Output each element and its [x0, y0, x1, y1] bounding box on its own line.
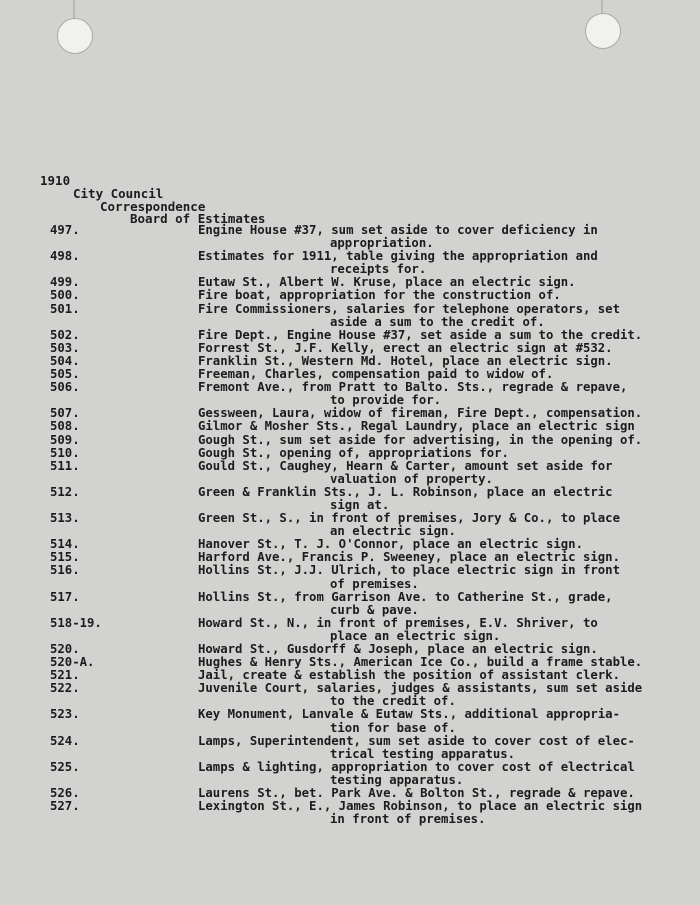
entry-row	[0, 800, 700, 826]
entry-text	[198, 460, 692, 486]
entry-text-line: Key Monument, Lanvale & Eutaw Sts., additional appropria-	[198, 707, 620, 722]
entry-number: 527.	[50, 799, 80, 814]
entry-number: 506.	[50, 380, 80, 395]
entry-text-continuation: to provide for.	[330, 393, 442, 408]
entry-row	[0, 708, 700, 734]
entry-text	[198, 420, 692, 433]
entry-row	[0, 735, 700, 761]
entry-text-continuation: valuation of property.	[330, 471, 493, 486]
entry-row	[0, 329, 700, 342]
entry-text-line: Lamps & lighting, appropriation to cover cost of electrical	[198, 759, 635, 774]
entry-text-continuation: receipts for.	[330, 262, 427, 277]
entry-number: 500.	[50, 288, 80, 303]
header-city-council: City Council	[73, 186, 164, 201]
entry-row	[0, 617, 700, 643]
entry-text-line: Harford Ave., Francis P. Sweeney, place an electric sign.	[198, 550, 620, 565]
entry-row	[0, 512, 700, 538]
entry-text	[198, 591, 692, 617]
entry-number: 520.	[50, 642, 80, 656]
entry-text-line: Fremont Ave., from Pratt to Balto. Sts., regrade & repave,	[198, 380, 628, 395]
entry-text-line: Jail, create & establish the position of assistant clerk.	[198, 668, 620, 683]
entry-text	[198, 564, 692, 590]
entry-text-continuation: testing apparatus.	[330, 772, 464, 787]
entry-text-line: Hollins St., from Garrison Ave. to Catherine St., grade,	[198, 589, 613, 604]
entry-text-continuation: sign at.	[330, 497, 390, 512]
entry-text-continuation: appropriation.	[330, 236, 434, 251]
entry-row	[0, 250, 700, 276]
entry-text	[198, 303, 692, 329]
entry-text-line: Howard St., N., in front of premises, E.V. Shriver, to	[198, 615, 598, 630]
entry-text-line: Fire boat, appropriation for the construction of.	[198, 288, 561, 303]
entry-text-line: Juvenile Court, salaries, judges & assistants, sum set aside	[198, 681, 643, 696]
entry-text	[198, 800, 692, 826]
entry-number: 504.	[50, 353, 80, 368]
entry-text-line: Lexington St., E., James Robinson, to place an electric sign	[198, 799, 643, 814]
entry-text-line: Freeman, Charles, compensation paid to widow of.	[198, 367, 554, 382]
entry-text-line: Laurens St., bet. Park Ave. & Bolton St., regrade & repave.	[198, 786, 635, 801]
entry-text	[198, 617, 692, 643]
entry-row	[0, 486, 700, 512]
entry-text-line: Howard St., Gusdorff & Joseph, place an electric sign.	[198, 642, 598, 656]
entry-number: 521.	[50, 668, 80, 683]
entry-text-line: Gould St., Caughey, Hearn & Carter, amount set aside for	[198, 458, 613, 473]
entry-row	[0, 342, 700, 355]
entry-number: 499.	[50, 275, 80, 290]
entry-number: 511.	[50, 458, 80, 473]
entry-text-continuation: an electric sign.	[330, 524, 456, 539]
entry-text-line: Eutaw St., Albert W. Kruse, place an electric sign.	[198, 275, 576, 290]
entry-number: 497.	[50, 223, 80, 237]
entry-number: 516.	[50, 563, 80, 578]
entry-number: 509.	[50, 432, 80, 447]
entry-text-continuation: to the credit of.	[330, 694, 456, 709]
entry-text-continuation: aside a sum to the credit of.	[330, 314, 545, 329]
entry-number: 510.	[50, 445, 80, 460]
entry-row	[0, 289, 700, 302]
entry-number: 514.	[50, 537, 80, 552]
entry-number: 520-A.	[50, 655, 95, 670]
header-correspondence: Correspondence	[100, 199, 206, 214]
entry-text	[198, 224, 692, 250]
punch-hole-right	[585, 13, 621, 49]
entry-text-continuation: tion for base of.	[330, 720, 456, 735]
entry-text	[198, 289, 692, 302]
entry-number: 526.	[50, 786, 80, 801]
entry-text-continuation: in front of premises.	[330, 812, 486, 827]
entry-row	[0, 682, 700, 708]
entry-row	[0, 447, 700, 460]
punch-hole-left	[57, 18, 93, 54]
entry-number: 512.	[50, 484, 80, 499]
entry-text	[198, 447, 692, 460]
entry-row	[0, 761, 700, 787]
entry-text	[198, 381, 692, 407]
entry-text-line: Estimates for 1911, table giving the appropriation and	[198, 249, 598, 264]
entry-number: 518-19.	[50, 615, 102, 630]
entry-row	[0, 381, 700, 407]
entry-text	[198, 342, 692, 355]
entry-number: 498.	[50, 249, 80, 264]
header-year: 1910	[40, 173, 71, 188]
entry-text-line: Gough St., opening of, appropriations for.	[198, 445, 509, 460]
entry-row	[0, 224, 700, 250]
entry-number: 522.	[50, 681, 80, 696]
entry-row	[0, 460, 700, 486]
entry-number: 525.	[50, 759, 80, 774]
entry-text-line: Engine House #37, sum set aside to cover deficiency in	[198, 223, 598, 237]
binder-mark-left	[73, 0, 75, 20]
entry-number: 502.	[50, 327, 80, 342]
entry-text-line: Gough St., sum set aside for advertising, in the opening of.	[198, 432, 643, 447]
entry-list	[0, 224, 700, 826]
entry-number: 523.	[50, 707, 80, 722]
entry-row	[0, 434, 700, 447]
entry-number: 503.	[50, 340, 80, 355]
entry-text-continuation: trical testing apparatus.	[330, 746, 516, 761]
entry-text	[198, 512, 692, 538]
entry-text	[198, 486, 692, 512]
entry-text	[198, 735, 692, 761]
entry-text-line: Hughes & Henry Sts., American Ice Co., build a frame stable.	[198, 655, 643, 670]
entry-number: 524.	[50, 733, 80, 748]
entry-text	[198, 434, 692, 447]
entry-text-line: Lamps, Superintendent, sum set aside to cover cost of elec-	[198, 733, 635, 748]
entry-row	[0, 303, 700, 329]
entry-text-line: Hanover St., T. J. O'Connor, place an electric sign.	[198, 537, 583, 552]
entry-text-line: Green St., S., in front of premises, Jory & Co., to place	[198, 511, 620, 526]
entry-text-line: Franklin St., Western Md. Hotel, place an electric sign.	[198, 353, 613, 368]
entry-number: 501.	[50, 301, 80, 316]
entry-text-line: Forrest St., J.F. Kelly, erect an electric sign at #532.	[198, 340, 613, 355]
entry-text	[198, 250, 692, 276]
entry-text-line: Hollins St., J.J. Ulrich, to place electric sign in front	[198, 563, 620, 578]
entry-number: 505.	[50, 367, 80, 382]
entry-text-continuation: curb & pave.	[330, 602, 419, 617]
header-board-of-estimates: Board of Estimates	[130, 211, 266, 226]
entry-number: 515.	[50, 550, 80, 565]
entry-number: 507.	[50, 406, 80, 421]
entry-text	[198, 682, 692, 708]
entry-number: 517.	[50, 589, 80, 604]
entry-text-line: Gilmor & Mosher Sts., Regal Laundry, place an electric sign	[198, 419, 635, 434]
entry-text-continuation: of premises.	[330, 576, 419, 591]
entry-text	[198, 761, 692, 787]
entry-row	[0, 420, 700, 433]
entry-row	[0, 591, 700, 617]
entry-number: 508.	[50, 419, 80, 434]
entry-row	[0, 564, 700, 590]
entry-text-line: Fire Dept., Engine House #37, set aside a sum to the credit.	[198, 327, 643, 342]
entry-text-continuation: place an electric sign.	[330, 628, 501, 643]
entry-text	[198, 708, 692, 734]
entry-text-line: Gessween, Laura, widow of fireman, Fire Dept., compensation.	[198, 406, 643, 421]
entry-text-line: Green & Franklin Sts., J. L. Robinson, place an electric	[198, 484, 613, 499]
entry-number: 513.	[50, 511, 80, 526]
entry-text-line: Fire Commissioners, salaries for telephone operators, set	[198, 301, 620, 316]
entry-text	[198, 329, 692, 342]
